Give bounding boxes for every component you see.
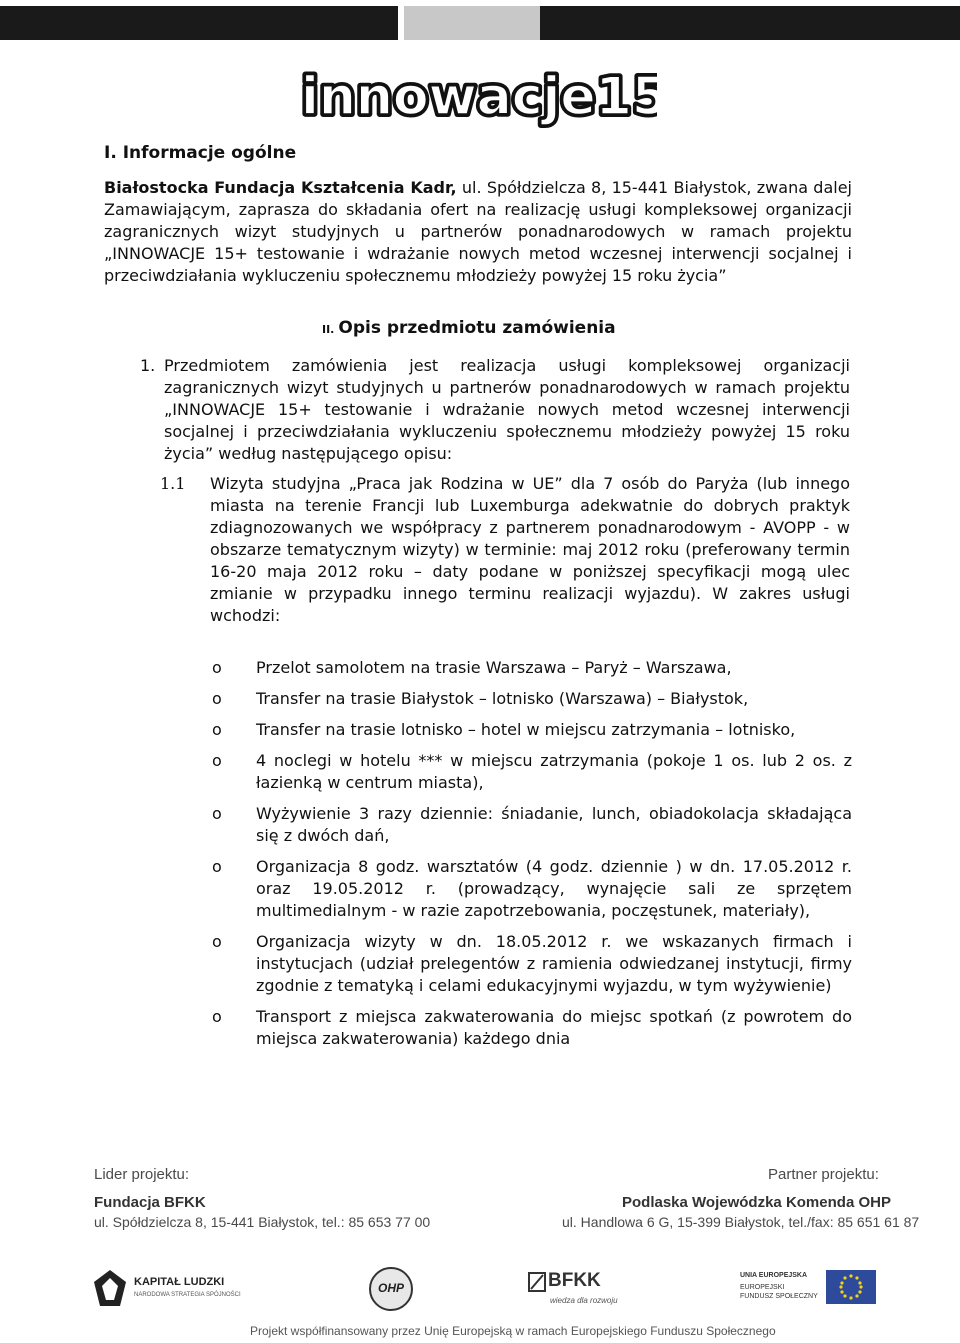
top-bar-light [404,6,540,40]
lider-label: Lider projektu: [94,1166,190,1183]
partner-address: ul. Handlowa 6 G, 15-399 Białystok, tel./fax: 85 651 61 87 [562,1214,920,1230]
page-footer [0,1150,960,1343]
section-1-title: I. Informacje ogólne [104,143,297,163]
list-item [212,803,852,847]
bfkk-logo-subtitle: wiedza dla rozwoju [550,1296,618,1305]
bullet-marker: o [212,689,222,708]
list-item [212,657,852,679]
bfkk-logo-text: BFKK [548,1270,601,1291]
list-item [212,688,852,710]
section-2-number: II. [322,323,335,336]
kapital-ludzki-emblem-icon [90,1268,130,1308]
list-item-text: Organizacja 8 godz. warsztatów (4 godz. dziennie ) w dn. 17.05.2012 r. oraz 19.05.2012 r. (prowadzący, wynajęcie sali ze sprzętem multimedialnym - w razie zapotrzebowania, poczęstunek, materiały), [256,857,852,920]
list-item [212,856,852,922]
list-item [212,719,852,741]
list-item-text: 4 noclegi w hotelu *** w miejscu zatrzymania (pokoje 1 os. lub 2 os. z łazienką w centrum miasta), [256,751,852,792]
bullet-marker: o [212,1007,222,1026]
list-item [212,750,852,794]
top-bar-dark [0,6,398,40]
bullet-marker: o [212,932,222,951]
partner-name: Podlaska Wojewódzka Komenda OHP [622,1194,891,1211]
item-1-text: Przedmiotem zamówienia jest realizacja usługi kompleksowej organizacji zagranicznych wizyt studyjnych u partnerów ponadnarodowych w ramach projektu „INNOWACJE 15+ testowanie i wdrażanie nowych metod wczesnej interwencji socjalnej i przeciwdziałania wykluczeniu społecznemu młodzieży powyżej 15 roku życia” według następującego opisu: [164,356,850,463]
item-1 [140,355,850,465]
top-bar-dark-right [540,6,960,40]
list-item-text: Transfer na trasie Białystok – lotnisko (Warszawa) – Białystok, [256,689,749,708]
section-2-title [322,318,616,338]
bfkk-emblem-icon [528,1272,546,1292]
innowacje-logo [297,62,657,132]
bullet-marker: o [212,857,222,876]
item-1-1 [160,473,850,627]
lider-name: Fundacja BFKK [94,1194,206,1211]
bullet-marker: o [212,751,222,770]
kapital-ludzki-logo [90,1268,300,1308]
bfkk-logo [528,1268,628,1312]
top-decoration-bar [0,0,960,40]
kapital-ludzki-title: KAPITAŁ LUDZKI [134,1276,225,1288]
lider-address: ul. Spółdzielcza 8, 15-441 Białystok, tel.: 85 653 77 00 [94,1214,431,1230]
kapital-ludzki-subtitle: NARODOWA STRATEGIA SPÓJNOŚCI [134,1292,241,1298]
list-item [212,931,852,997]
cofinancing-note: Projekt współfinansowany przez Unię Europejską w ramach Europejskiego Funduszu Społecznego [250,1324,776,1338]
intro-text: ul. Spółdzielcza 8, 15-441 Białystok, zwana dalej Zamawiającym, zaprasza do składania ofert na realizację usługi kompleksowej organizacji zagranicznych wizyt studyjnych u partnerów ponadnarodowych w ramach projektu „INNOWACJE 15+ testowanie i wdrażanie nowych metod wczesnej interwencji socjalnej i przeciwdziałania wykluczeniu społecznemu młodzieży powyżej 15 roku życia” [104,178,852,285]
list-item-text: Transport z miejsca zakwaterowania do miejsc spotkań (z powrotem do miejsca zakwaterowania) każdego dnia [256,1007,852,1048]
intro-paragraph [104,177,852,287]
section-2-title-text: Opis przedmiotu zamówienia [338,318,616,338]
partner-label: Partner projektu: [768,1166,879,1183]
eu-line-1: UNIA EUROPEJSKA [740,1272,808,1279]
eu-logo [740,1260,880,1314]
organization-name: Białostocka Fundacja Kształcenia Kadr, [104,178,457,197]
list-item [212,1006,852,1050]
list-item-text: Organizacja wizyty w dn. 18.05.2012 r. we wskazanych firmach i instytucjach (udział prelegentów z ramienia odwiedzanej instytucji, firmy zgodnie z tematyką i celami edukacyjnymi wyjazdu, w tym wyżywienie) [256,932,852,995]
bullet-marker: o [212,804,222,823]
logo-text: innowacje15 [301,67,657,127]
list-item-text: Transfer na trasie lotnisko – hotel w miejscu zatrzymania – lotnisko, [256,720,796,739]
logo-text-outline: innowacje15 [301,67,657,127]
item-1-1-number: 1.1 [160,474,186,493]
list-item-text: Wyżywienie 3 razy dziennie: śniadanie, lunch, obiadokolacja składająca się z dwóch dań, [256,804,852,845]
item-1-number: 1. [140,356,156,375]
bullet-marker: o [212,720,222,739]
list-item-text: Przelot samolotem na trasie Warszawa – Paryż – Warszawa, [256,658,732,677]
item-1-1-text: Wizyta studyjna „Praca jak Rodzina w UE” dla 7 osób do Paryża (lub innego miasta na terenie Francji lub Luxemburga adekwatnie do dobrych praktyk zdiagnozowanych we współpracy z partnerem ponadnarodowym - AVOPP - w obszarze tematycznym wizyty) w terminie: maj 2012 roku (preferowany termin 16-20 maja 2012 roku – daty podane w poniższej specyfikacji mogą ulec zmianie w przypadku innego terminu realizacji wyjazdu). W zakres usługi wchodzi: [210,474,850,625]
services-list [212,657,852,1050]
eu-line-2: EUROPEJSKI [740,1284,785,1291]
ohp-logo [368,1266,414,1312]
ohp-logo-text: OHP [377,1281,404,1295]
bullet-marker: o [212,658,222,677]
eu-line-3: FUNDUSZ SPOŁECZNY [740,1293,818,1300]
eu-flag-icon [826,1270,876,1304]
